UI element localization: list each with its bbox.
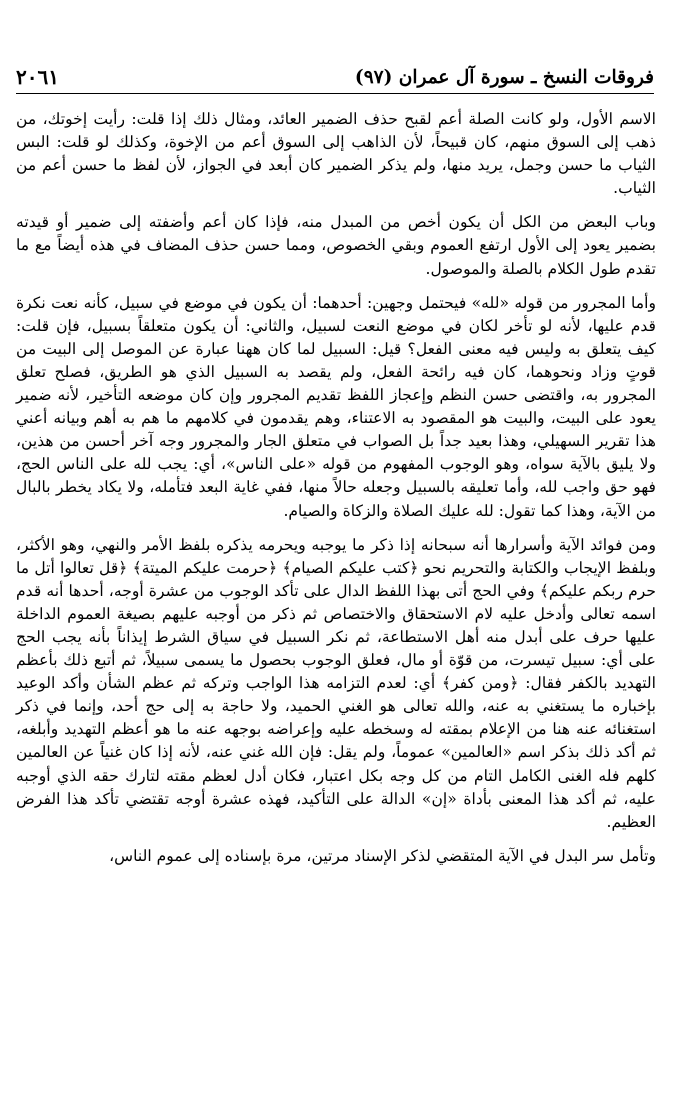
header-divider <box>16 93 654 94</box>
page-number: ٢٠٦١ <box>16 65 59 89</box>
paragraph: وأما المجرور من قوله «لله» فيحتمل وجهين: أحدهما: أن يكون في موضع في سبيل، كأنه نعت نكرة قدم عليها، لأنه لو تأخر لكان في موضع النعت لسبيل، والثاني: أن يكون متعلقاً بسبيل، فإن قلت: كيف يتعلق به وليس فيه معنى الفعل؟ قيل: السبيل لما كان ههنا عبارة عن الموصل إلى البيت من قوتٍ وزاد ونحوهما، كان فيه رائحة الفعل، ولم يقصد به السبيل الذي هو الطريق، فصلح تعلق المجرور به، واقتضى حسن النظم وإعجاز اللفظ تقديم المجرور وإن كان موضعه التأخير، لأنه ضمير يعود على البيت، والبيت هو المقصود به الاعتناء، وهم يقدمون في كلامهم ما هم به أهم وبيانه أعني هذا تقرير السهيلي، وهذا بعيد جداً بل الصواب في متعلق الجار والمجرور وجه آخر أحسن من هذين، ولا يليق بالآية سواه، وهو الوجوب المفهوم من قوله «على الناس»، أي: يجب لله على الناس الحج، فهو حق واجب لله، وأما تعليقه بالسبيل وجعله حالاً منها، ففي غاية البعد فتأمله، ولا يكاد يخطر بالبال من الآية، وهذا كما تقول: لله عليك الصلاة والزكاة والصيام. <box>16 293 656 520</box>
paragraph: الاسم الأول، ولو كانت الصلة أعم لقبح حذف الضمير العائد، ومثال ذلك إذا قلت: رأيت إخوتك، من ذهب إلى السوق منهم، كان قبيحاً، لأن الذاهب إلى السوق أعم من الإخوة، وكذلك لو قلت: البس الثياب ما حسن وجمل، يريد منها، ولم يذكر الضمير كان أبعد في الجواز، لأن لفظ ما حسن أعم من الثياب. <box>16 110 656 198</box>
page-header <box>16 62 654 92</box>
running-title: فروقات النسخ ـ سورة آل عمران (٩٧) <box>354 66 654 88</box>
body-text <box>16 108 656 1095</box>
paragraph: وباب البعض من الكل أن يكون أخص من المبدل منه، فإذا كان أعم وأضفته إلى ضمير أو قيدته بضمير يعود إلى الأول ارتفع العموم وبقي الخصوص، ومما حسن حذف المضاف في هذه أيضاً مع ما تقدم طول الكلام بالصلة والموصول. <box>16 213 656 278</box>
paragraph: ومن فوائد الآية وأسرارها أنه سبحانه إذا ذكر ما يوجبه ويحرمه يذكره بلفظ الأمر والنهي، وهو الأكثر، وبلفظ الإيجاب والكتابة والتحريم نحو ﴿كتب عليكم الصيام﴾ ﴿حرمت عليكم الميتة﴾ ﴿قل تعالوا أتل ما حرم ربكم عليكم﴾ وفي الحج أتى بهذا اللفظ الدال على تأكد الوجوب من عشرة أوجه، أحدها أنه قدم اسمه تعالى وأدخل عليه لام الاستحقاق والاختصاص ثم ذكر من أوجبه عليهم بصيغة العموم الداخلة عليها حرف على أبدل منه أهل الاستطاعة، ثم نكر السبيل في سياق الشرط إيذاناً بأنه يجب الحج على أي: سبيل تيسرت، من قوّة أو مال، فعلق الوجوب بحصول ما يسمى سبيلاً، ثم أتبع ذلك بأعظم التهديد بالكفر فقال: ﴿ومن كفر﴾ أي: لعدم التزامه هذا الواجب وتركه ثم عظم الشأن وأكد الوعيد بإخباره ما يستغني به عنه، والله تعالى هو الغني الحميد، ولا حاجة به إلى حج أحد، وإنما في ذكر استغنائه عنه هنا من الإعلام بمقته له وسخطه عليه وإعراضه بوجهه عنه ما هو أعظم التهديد وأبلغه، ثم أكد ذلك بذكر اسم «العالمين» عموماً، ولم يقل: فإن الله غني عنه، لأنه إذا كان غنياً عن العالمين كلهم فله الغنى الكامل التام من كل وجه بكل اعتبار، فكان أدل لعظم مقته لتارك حقه الذي أوجبه عليه، ثم أكد هذا المعنى بأداة «إن» الدالة على التأكيد، فهذه عشرة أوجه تقتضي تأكد هذا الفرض العظيم. <box>16 535 656 831</box>
paragraph: وتأمل سر البدل في الآية المتقضي لذكر الإسناد مرتين، مرة بإسناده إلى عموم الناس، <box>109 846 656 865</box>
